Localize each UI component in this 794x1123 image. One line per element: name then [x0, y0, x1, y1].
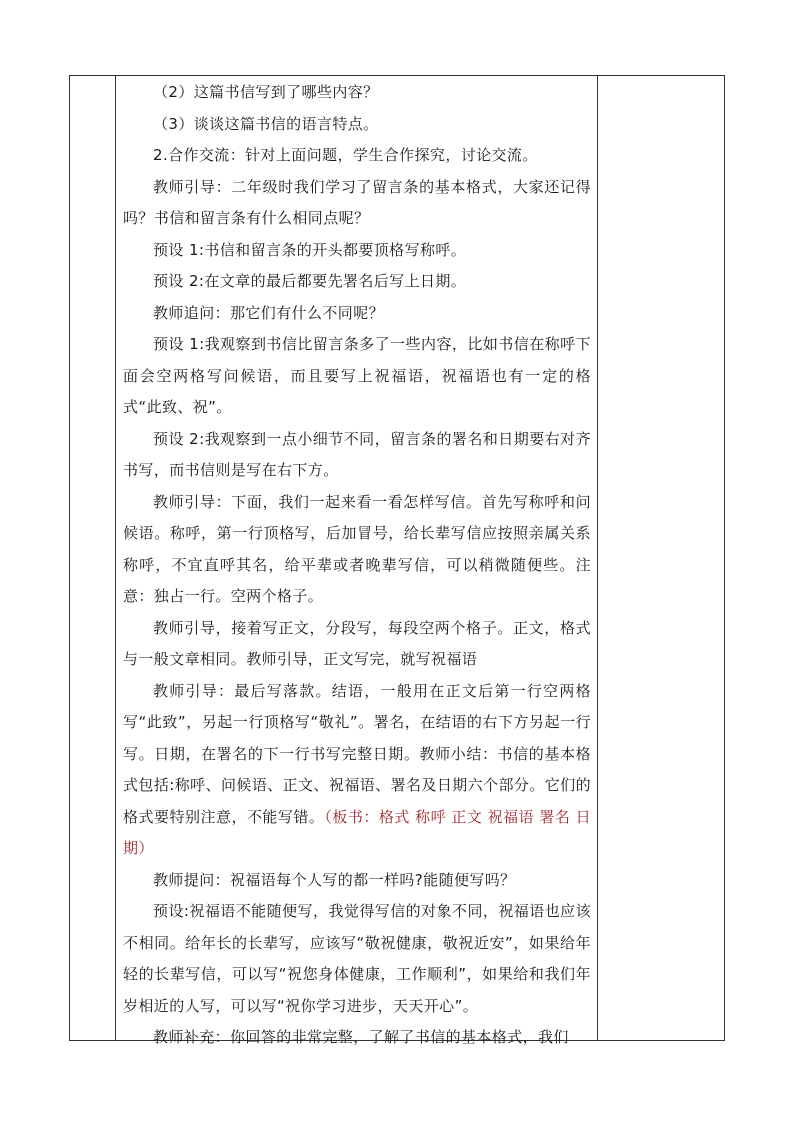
teacher-guide-2: 教师引导：下面，我们一起来看一看怎样写信。首先写称呼和问候语。称呼，第一行顶格写，后加冒号，给长辈写信应按照亲属关系称呼，不宜直呼其名，给平辈或者晚辈写信，可以稍微随便些。注意：独占一行。空两个格子。	[123, 492, 591, 605]
preset-answer-3: 预设 1:我观察到书信比留言条多了一些内容，比如书信在称呼下面会空两格写问候语，而且要写上祝福语，祝福语也有一定的格式“此致、祝”。	[123, 335, 591, 416]
preset-answer-5: 预设:祝福语不能随便写，我觉得写信的对象不同，祝福语也应该不相同。给年长的长辈写，应该写“敬祝健康，敬祝近安”，如果给年轻的长辈写信，可以写“祝您身体健康，工作顺利”，如果给和我们年岁相近的人写，可以写“祝你学习进步，天天开心”。	[123, 902, 591, 1015]
teacher-guide-4	[123, 676, 591, 865]
teacher-guide-4-text: 教师引导：最后写落款。结语，一般用在正文后第一行空两格写“此致”，另起一行顶格写“敬礼”。署名，在结语的右下方另起一行写。日期，在署名的下一行书写完整日期。教师小结：书信的基本格式包括:称呼、问候语、正文、祝福语、署名及日期六个部分。它们的格式要特别注意，不能写错。	[123, 681, 591, 826]
preset-answer-4: 预设 2:我观察到一点小细节不同，留言条的署名和日期要右对齐书写，而书信则是写在右下方。	[123, 429, 591, 479]
teacher-question: 教师提问：祝福语每个人写的都一样吗?能随便写吗？	[153, 870, 516, 889]
board-notes: （板书：格式 称呼 正文 祝福语 署名 日期）	[123, 807, 591, 857]
question-3: （3）谈谈这篇书信的语言特点。	[153, 114, 379, 133]
teacher-followup: 教师追问：那它们有什么不同呢？	[153, 303, 385, 322]
teacher-guide-3: 教师引导，接着写正文，分段写，每段空两个格子。正文，格式与一般文章相同。教师引导，正文写完，就写祝福语	[123, 618, 591, 668]
preset-answer-2: 预设 2:在文章的最后都要先署名后写上日期。	[153, 272, 467, 290]
question-2: （2）这篇书信写到了哪些内容？	[153, 83, 379, 101]
lesson-content-cell	[115, 76, 597, 1046]
lesson-table	[69, 75, 725, 1046]
column-divider-right	[597, 76, 598, 1040]
teacher-supplement: 教师补充：你回答的非常完整，了解了书信的基本格式，我们	[153, 1028, 569, 1046]
preset-answer-1: 预设 1:书信和留言条的开头都要顶格写称呼。	[153, 240, 467, 259]
teacher-guide-1: 教师引导：二年级时我们学习了留言条的基本格式，大家还记得吗？书信和留言条有什么相同点呢？	[123, 177, 591, 227]
cooperation-step: 2.合作交流：针对上面问题，学生合作探究，讨论交流。	[153, 146, 538, 164]
